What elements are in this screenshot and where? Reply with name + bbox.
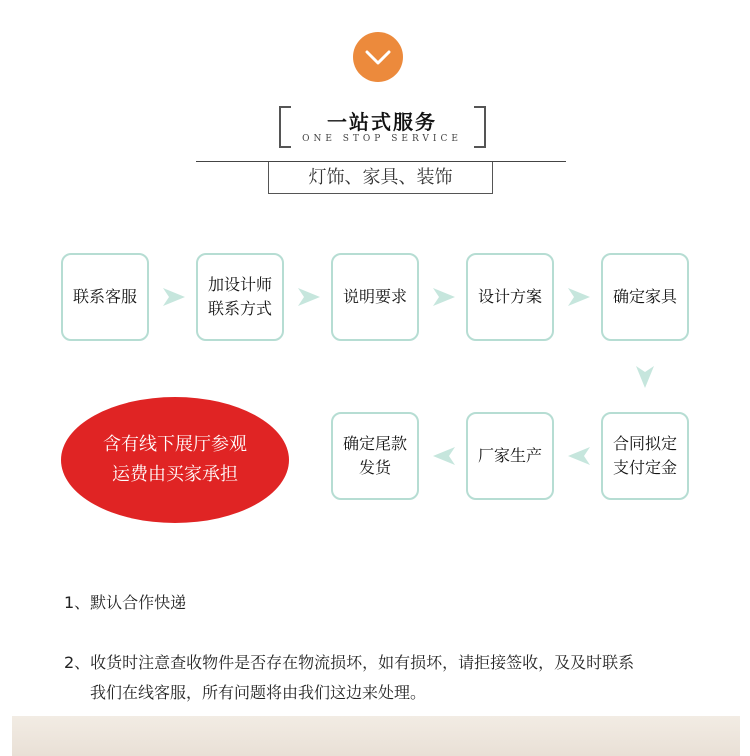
step-factory-production: 厂家生产 [466,412,554,500]
page-subtitle: 灯饰、家具、装饰 [268,162,493,194]
page-title: 一站式服务 [327,110,437,134]
step-final-payment-shipping: 确定尾款 发货 [331,412,419,500]
arrow-down-icon [636,366,654,388]
arrow-right-icon [298,288,320,306]
chevron-down-icon [353,32,403,82]
step-explain-requirements: 说明要求 [331,253,419,341]
step-contract-deposit: 合同拟定 支付定金 [601,412,689,500]
promo-badge: 含有线下展厅参观 运费由买家承担 [61,397,289,523]
page-title-english: ONE STOP SERVICE [302,134,462,144]
note-item-2-continued: 我们在线客服，所有问题将由我们这边来处理。 [90,683,427,702]
arrow-right-icon [568,288,590,306]
arrow-right-icon [433,288,455,306]
step-designer-contact: 加设计师 联系方式 [196,253,284,341]
note-item-2: 2、收货时注意查收物件是否存在物流损坏，如有损坏，请拒接签收，及及时联系 [64,653,635,672]
bottom-image-strip [12,716,740,756]
note-item-1: 1、默认合作快递 [64,593,187,612]
arrow-right-icon [163,288,185,306]
step-design-plan: 设计方案 [466,253,554,341]
arrow-left-icon [433,447,455,465]
step-confirm-furniture: 确定家具 [601,253,689,341]
step-contact-service: 联系客服 [61,253,149,341]
arrow-left-icon [568,447,590,465]
title-bracket-right [474,106,486,148]
